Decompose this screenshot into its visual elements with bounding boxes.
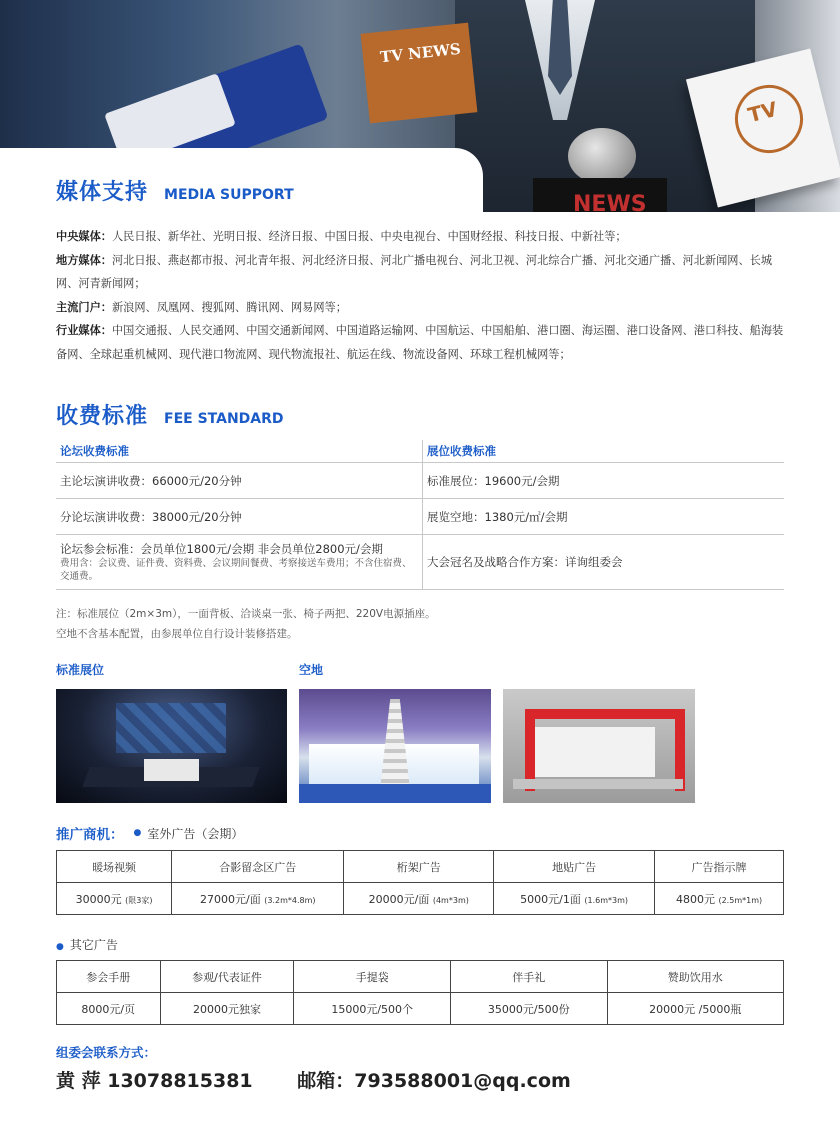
fee-cell: 分论坛演讲收费：38000元/20分钟 — [56, 499, 423, 535]
media-title-cn: 媒体支持 — [56, 180, 149, 205]
price-note: (3.2m*4.8m) — [264, 895, 316, 905]
table-header-cell: 手提袋 — [294, 961, 451, 993]
media-label: 中央媒体： — [56, 230, 112, 243]
fee-title-cn: 收费标准 — [56, 404, 149, 429]
table-cell: 8000元/页 — [57, 993, 161, 1025]
other-ad-table — [56, 960, 784, 1025]
media-section-title — [56, 175, 294, 206]
contact-email[interactable]: 邮箱：793588001@qq.com — [297, 1070, 571, 1092]
booth-display-panels — [116, 703, 226, 753]
media-list — [56, 225, 786, 366]
media-label: 主流门户： — [56, 300, 112, 314]
table-header-row — [57, 851, 784, 883]
space-booth-photo-1 — [299, 689, 491, 803]
media-label: 行业媒体： — [56, 324, 112, 337]
outdoor-ad-label: 室外广告（会期） — [147, 826, 244, 841]
promo-title — [56, 823, 243, 843]
bullet-icon: ● — [56, 942, 64, 952]
fee-row — [56, 463, 784, 499]
table-cell — [494, 883, 655, 915]
fee-table-header — [56, 440, 784, 463]
standard-booth-label: 标准展位 — [56, 663, 105, 677]
price: 5000元/1面 — [520, 892, 581, 906]
table-cell: 15000元/500个 — [294, 993, 451, 1025]
forum-fee-header: 论坛收费标准 — [56, 440, 423, 463]
table-header-row — [57, 961, 784, 993]
media-paragraph — [56, 296, 786, 320]
media-text: 新浪网、凤凰网、搜狐网、腾讯网、网易网等； — [111, 300, 347, 314]
media-label: 地方媒体： — [56, 253, 112, 267]
price: 30000元 — [75, 892, 122, 906]
table-header-cell: 合影留念区广告 — [172, 851, 344, 883]
fee-row — [56, 535, 784, 590]
table-cell: 35000元/500份 — [450, 993, 607, 1025]
media-title-en: MEDIA SUPPORT — [164, 187, 294, 203]
table-header-cell: 地贴广告 — [494, 851, 655, 883]
booth-desk — [144, 759, 199, 781]
hero-news-text: NEWS — [573, 192, 647, 212]
space-booth-photo-2 — [503, 689, 695, 803]
table-row — [57, 993, 784, 1025]
table-header-cell: 广告指示牌 — [655, 851, 784, 883]
table-header-cell: 伴手礼 — [450, 961, 607, 993]
table-cell: 20000元 /5000瓶 — [607, 993, 783, 1025]
hero-brown-cube-text: TV NEWS — [379, 39, 462, 67]
contact-phone[interactable]: 黄 萍 13078815381 — [56, 1070, 253, 1092]
fee-section-title — [56, 399, 284, 430]
fee-cell: 大会冠名及战略合作方案：详询组委会 — [423, 535, 785, 590]
fee-row — [56, 499, 784, 535]
fee-table — [56, 440, 784, 590]
other-ad-title — [56, 936, 118, 953]
fee-cell: 展览空地：1380元/㎡/会期 — [423, 499, 785, 535]
hero-brown-mic-cube — [361, 23, 478, 124]
hero-mic-head — [568, 128, 636, 184]
price-note: (2.5m*1m) — [718, 895, 763, 905]
other-ad-label: 其它广告 — [69, 938, 118, 952]
price: 4800元 — [675, 892, 715, 906]
table-cell — [344, 883, 494, 915]
contact-info — [56, 1066, 609, 1093]
table-cell: 20000元独家 — [160, 993, 294, 1025]
fee-cell: 主论坛演讲收费：66000元/20分钟 — [56, 463, 423, 499]
price-note: (1.6m*3m) — [584, 895, 629, 905]
media-paragraph — [56, 225, 786, 249]
forum-attend-includes: 费用含：会议费、证件费、资料费、会议期间餐费、考察接送车费用；不含住宿费、交通费。 — [60, 558, 412, 582]
standard-booth-photo — [56, 689, 287, 803]
hero-tv-text: TV — [745, 96, 780, 128]
table-header-cell: 参会手册 — [57, 961, 161, 993]
media-text: 中国交通报、人民交通网、中国交通新闻网、中国道路运输网、中国航运、中国船舶、港口圈、海运圈、港口设备网、港口科技、船海装备网、全球起重机械网、现代港口物流网、现代物流报社、航运在线、物流设备网、环球工程机械网等； — [56, 324, 784, 361]
forum-attend-fee: 论坛参会标准：会员单位1800元/会期 非会员单位2800元/会期 — [60, 542, 383, 556]
promo-heading: 推广商机： — [56, 827, 124, 843]
booth-fee-header: 展位收费标准 — [423, 440, 785, 463]
fee-title-en: FEE STANDARD — [164, 411, 284, 427]
table-row — [57, 883, 784, 915]
booth-floor — [513, 779, 683, 789]
media-paragraph — [56, 319, 786, 366]
table-header-cell: 参观/代表证件 — [160, 961, 294, 993]
fee-cell: 标准展位：19600元/会期 — [423, 463, 785, 499]
bullet-icon: ● — [133, 828, 142, 838]
fee-note: 注：标准展位（2m×3m），一面背板、洽谈桌一张、椅子两把、220V电源插座。 — [56, 608, 436, 620]
price-note: (4m*3m) — [432, 895, 469, 905]
media-text: 河北日报、燕赵都市报、河北青年报、河北经济日报、河北广播电视台、河北卫视、河北综合广播、河北交通广播、河北新闻网、长城网、河青新闻网； — [56, 253, 773, 290]
media-text: 人民日报、新华社、光明日报、经济日报、中国日报、中央电视台、中国财经报、科技日报、中新社等； — [111, 230, 627, 243]
table-header-cell: 赞助饮用水 — [607, 961, 783, 993]
fee-cell — [56, 535, 423, 590]
booth-floor — [299, 784, 491, 803]
media-paragraph — [56, 249, 786, 296]
table-cell — [57, 883, 172, 915]
table-header-cell: 桁架广告 — [344, 851, 494, 883]
fee-note: 空地不含基本配置，由参展单位自行设计装修搭建。 — [56, 628, 298, 640]
table-cell — [172, 883, 344, 915]
price: 20000元/面 — [368, 892, 430, 906]
price: 27000元/面 — [200, 892, 261, 906]
table-cell — [655, 883, 784, 915]
outdoor-ad-table — [56, 850, 784, 915]
fee-notes — [56, 604, 436, 644]
space-booth-label: 空地 — [299, 663, 324, 677]
price-note: (限3家) — [125, 895, 153, 905]
table-header-cell: 暖场视频 — [57, 851, 172, 883]
contact-label: 组委会联系方式： — [56, 1045, 157, 1060]
